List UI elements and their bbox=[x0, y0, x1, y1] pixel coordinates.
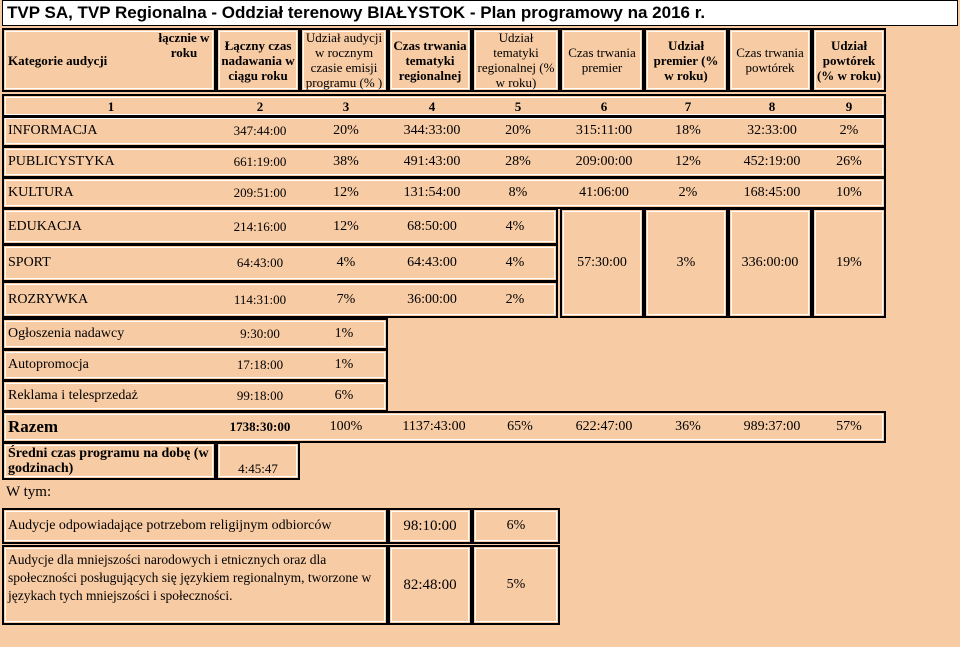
row-repeat-share: 10% bbox=[836, 185, 862, 200]
header-cell-repeat-time bbox=[728, 28, 812, 92]
row-repeat-time: 168:45:00 bbox=[743, 185, 801, 200]
religious-time-cell bbox=[388, 508, 472, 544]
row-premier-time: 209:00:00 bbox=[575, 154, 633, 169]
header-cell-share bbox=[300, 28, 388, 92]
row-label: INFORMACJA bbox=[8, 123, 98, 138]
row-regional-time: 64:43:00 bbox=[407, 255, 457, 270]
header-cell-categories bbox=[2, 28, 216, 92]
table-row bbox=[2, 349, 388, 381]
header-repeat-share-label: Udział powtórek (% w roku) bbox=[816, 37, 882, 83]
row-total-time: 347:44:00 bbox=[233, 123, 287, 138]
col-number-1: 1 bbox=[107, 98, 115, 114]
table-row bbox=[2, 380, 388, 412]
row-premier-time: 41:06:00 bbox=[579, 185, 629, 200]
total-share: 100% bbox=[329, 419, 363, 434]
col-number-8: 8 bbox=[768, 98, 776, 114]
religious-share: 6% bbox=[506, 518, 526, 533]
row-label: EDUKACJA bbox=[8, 218, 82, 234]
header-cell-total-time bbox=[216, 28, 300, 92]
header-categories-label: Kategorie audycji bbox=[8, 52, 108, 68]
header-cell-regional-time bbox=[388, 28, 472, 92]
col-number-3: 3 bbox=[342, 98, 350, 114]
row-regional-time: 491:43:00 bbox=[403, 154, 461, 169]
w-tym-label: W tym: bbox=[6, 483, 52, 500]
row-regional-share: 8% bbox=[508, 185, 528, 200]
row-total-time: 114:31:00 bbox=[233, 291, 287, 307]
merged-repeat-share: 19% bbox=[836, 255, 862, 270]
col-number-5: 5 bbox=[514, 98, 522, 114]
minorities-share: 5% bbox=[506, 577, 526, 592]
merged-premier-time: 57:30:00 bbox=[577, 255, 627, 270]
header-cell-regional-share bbox=[472, 28, 560, 92]
row-share: 4% bbox=[336, 255, 356, 270]
row-share: 7% bbox=[336, 291, 356, 307]
religious-label-cell bbox=[2, 508, 388, 544]
row-premier-time: 315:11:00 bbox=[575, 123, 633, 138]
header-cell-premier-share bbox=[644, 28, 728, 92]
row-total-time: 209:51:00 bbox=[233, 185, 287, 200]
page-title: TVP SA, TVP Regionalna - Oddział terenowy BIAŁYSTOK - Plan programowy na 2016 r. bbox=[2, 0, 958, 26]
row-regional-time: 131:54:00 bbox=[403, 185, 461, 200]
total-repeat-share: 57% bbox=[836, 419, 862, 434]
table-row bbox=[2, 146, 886, 178]
minorities-share-cell bbox=[472, 545, 560, 625]
average-label: Średni czas programu na dobę (w godzinach) bbox=[8, 446, 209, 476]
table-row bbox=[2, 318, 388, 350]
row-repeat-share: 26% bbox=[836, 154, 862, 169]
row-label: Ogłoszenia nadawcy bbox=[8, 326, 125, 341]
row-total-time: 17:18:00 bbox=[236, 357, 284, 372]
row-premier-share: 18% bbox=[675, 123, 701, 138]
row-label: ROZRYWKA bbox=[8, 291, 89, 307]
merged-premier-time-cell bbox=[560, 208, 644, 318]
row-total-time: 64:43:00 bbox=[236, 255, 284, 270]
row-regional-share: 4% bbox=[505, 218, 525, 234]
row-label: SPORT bbox=[8, 255, 51, 270]
minorities-label: Audycje dla mniejszości narodowych i etnicznych oraz dla społeczności posługujących się językiem regionalnym, tworzone w językach tych mniejszości i społeczności. bbox=[8, 552, 372, 603]
religious-time: 98:10:00 bbox=[403, 517, 457, 534]
row-premier-share: 12% bbox=[675, 154, 701, 169]
col-number-6: 6 bbox=[600, 98, 608, 114]
table-row bbox=[2, 208, 558, 245]
row-total-time: 99:18:00 bbox=[236, 388, 284, 403]
total-label: Razem bbox=[8, 417, 59, 436]
table-row bbox=[2, 244, 558, 282]
row-regional-share: 28% bbox=[505, 154, 531, 169]
row-repeat-time: 452:19:00 bbox=[743, 154, 801, 169]
row-repeat-time: 32:33:00 bbox=[747, 123, 797, 138]
row-share: 6% bbox=[334, 388, 354, 403]
row-share: 38% bbox=[333, 154, 359, 169]
row-premier-share: 2% bbox=[678, 185, 698, 200]
religious-label: Audycje odpowiadające potrzebom religijnym odbiorców bbox=[8, 518, 332, 533]
merged-repeat-time-cell bbox=[728, 208, 812, 318]
col-number-9: 9 bbox=[845, 98, 853, 114]
merged-repeat-share-cell bbox=[812, 208, 886, 318]
header-cell-repeat-share bbox=[812, 28, 886, 92]
table-row bbox=[2, 115, 886, 147]
religious-share-cell bbox=[472, 508, 560, 544]
header-premier-time-label: Czas trwania premier bbox=[568, 45, 636, 75]
row-label: Autopromocja bbox=[8, 357, 89, 372]
minorities-time: 82:48:00 bbox=[403, 576, 457, 593]
row-regional-share: 2% bbox=[505, 291, 525, 307]
merged-premier-share: 3% bbox=[676, 255, 696, 270]
average-label-cell bbox=[2, 442, 216, 480]
row-total-time: 214:16:00 bbox=[233, 218, 287, 234]
total-regional-time: 1137:43:00 bbox=[402, 419, 466, 434]
row-regional-share: 4% bbox=[505, 255, 525, 270]
total-row bbox=[2, 411, 886, 443]
average-value-cell bbox=[216, 442, 300, 480]
header-regional-time-label: Czas trwania tematyki regionalnej bbox=[393, 37, 467, 83]
total-premier-share: 36% bbox=[675, 419, 701, 434]
total-time: 1738:30:00 bbox=[229, 419, 291, 434]
col-number-4: 4 bbox=[428, 98, 436, 114]
total-premier-time: 622:47:00 bbox=[575, 419, 633, 434]
minorities-label-cell bbox=[2, 545, 388, 625]
average-value: 4:45:47 bbox=[238, 461, 278, 476]
row-regional-time: 36:00:00 bbox=[407, 291, 457, 307]
header-repeat-time-label: Czas trwania powtórek bbox=[736, 45, 804, 75]
row-share: 12% bbox=[333, 185, 359, 200]
total-repeat-time: 989:37:00 bbox=[743, 419, 801, 434]
header-regional-share-label: Udział tematyki regionalnej (% w roku) bbox=[477, 30, 555, 90]
header-total-year-label: łącznie w roku bbox=[158, 30, 210, 60]
row-share: 1% bbox=[334, 357, 354, 372]
table-row bbox=[2, 281, 558, 318]
header-total-time-label: Łączny czas nadawania w ciągu roku bbox=[221, 37, 295, 83]
row-share: 1% bbox=[334, 326, 354, 341]
col-number-2: 2 bbox=[256, 98, 264, 114]
row-label: PUBLICYSTYKA bbox=[8, 154, 115, 169]
row-regional-time: 68:50:00 bbox=[407, 218, 457, 234]
merged-premier-share-cell bbox=[644, 208, 728, 318]
row-total-time: 661:19:00 bbox=[233, 154, 287, 169]
row-share: 12% bbox=[333, 218, 359, 234]
row-label: KULTURA bbox=[8, 185, 74, 200]
header-cell-premier-time bbox=[560, 28, 644, 92]
row-share: 20% bbox=[333, 123, 359, 138]
row-label: Reklama i telesprzedaż bbox=[8, 388, 138, 403]
row-regional-share: 20% bbox=[505, 123, 531, 138]
table-row bbox=[2, 177, 886, 209]
row-regional-time: 344:33:00 bbox=[403, 123, 461, 138]
header-premier-share-label: Udział premier (% w roku) bbox=[653, 37, 719, 83]
minorities-time-cell bbox=[388, 545, 472, 625]
merged-repeat-time: 336:00:00 bbox=[741, 255, 799, 270]
row-total-time: 9:30:00 bbox=[240, 326, 280, 341]
header-share-label: Udział audycji w rocznym czasie emisji programu (% ) bbox=[305, 30, 383, 90]
col-number-7: 7 bbox=[684, 98, 692, 114]
total-regional-share: 65% bbox=[507, 419, 533, 434]
row-repeat-share: 2% bbox=[839, 123, 859, 138]
